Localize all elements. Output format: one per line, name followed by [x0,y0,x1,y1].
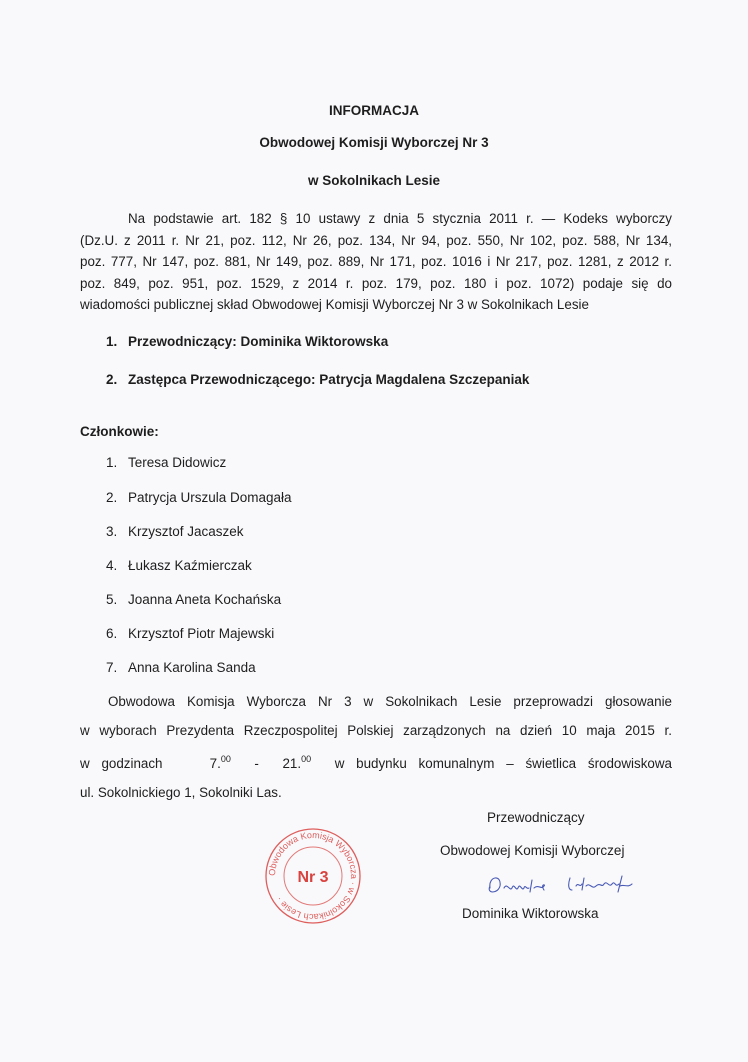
voting-line: Obwodowa Komisja Wyborcza Nr 3 w Sokolnikach Lesie przeprowadzi głosowanie [108,694,672,709]
voting-line: w wyborach Prezydenta Rzeczpospolitej Polskiej zarządzonych na dzień 10 maja 2015 r. [80,722,672,738]
voting-paragraph [80,688,672,807]
voting-hours-line: w godzinach 7.00 - 21.00 w budynku komunalnym – świetlica środowiskowa [80,754,672,771]
intro-line: poz. 777, Nr 147, poz. 881, Nr 149, poz. 889, Nr 171, poz. 1016 i Nr 217, poz. 1281, z 2012 r. [80,254,672,269]
intro-line: wiadomości publicznej skład Obwodowej Komisji Wyborczej Nr 3 w Sokolnikach Lesie [80,297,589,312]
member-item: 4. Łukasz Kaźmierczak [106,558,252,573]
signature-role: Przewodniczący [487,810,585,825]
member-item: 3. Krzysztof Jacaszek [106,524,244,539]
svg-text:Nr 3: Nr 3 [297,869,329,886]
document-location: w Sokolnikach Lesie [307,173,441,188]
stamp-icon [258,826,368,926]
intro-line: poz. 849, poz. 951, poz. 1529, z 2014 r. poz. 179, poz. 180 i poz. 1072) podaje się do [80,275,672,291]
officer-deputy: 2. Zastępca Przewodniczącego: Patrycja Magdalena Szczepaniak [106,372,530,387]
intro-line: (Dz.U. z 2011 r. Nr 21, poz. 112, Nr 26, poz. 134, Nr 94, poz. 550, Nr 102, poz. 588, Nr 134, [80,232,672,248]
voting-line: ul. Sokolnickiego 1, Sokolniki Las. [80,784,282,800]
document-title: INFORMACJA [329,103,419,118]
document-subtitle: Obwodowej Komisji Wyborczej Nr 3 [259,135,489,150]
member-item: 5. Joanna Aneta Kochańska [106,592,282,607]
officer-chair: 1. Przewodniczący: Dominika Wiktorowska [106,334,389,349]
member-item: 1. Teresa Didowicz [106,455,227,470]
signature-name: Dominika Wiktorowska [462,906,599,921]
intro-paragraph [80,208,672,316]
svg-text:Obwodowa Komisja Wyborcza · w: Obwodowa Komisja Wyborcza · w Sokolnikach Lesie · [266,829,360,923]
signature-body: Obwodowej Komisji Wyborczej [440,843,625,858]
handwritten-signature [480,870,660,900]
member-item: 2. Patrycja Urszula Domagała [106,490,292,505]
member-item: 7. Anna Karolina Sanda [106,660,256,675]
members-heading: Członkowie: [80,424,159,439]
intro-line: Na podstawie art. 182 § 10 ustawy z dnia 5 stycznia 2011 r. — Kodeks wyborczy [128,211,672,226]
member-item: 6. Krzysztof Piotr Majewski [106,626,275,641]
